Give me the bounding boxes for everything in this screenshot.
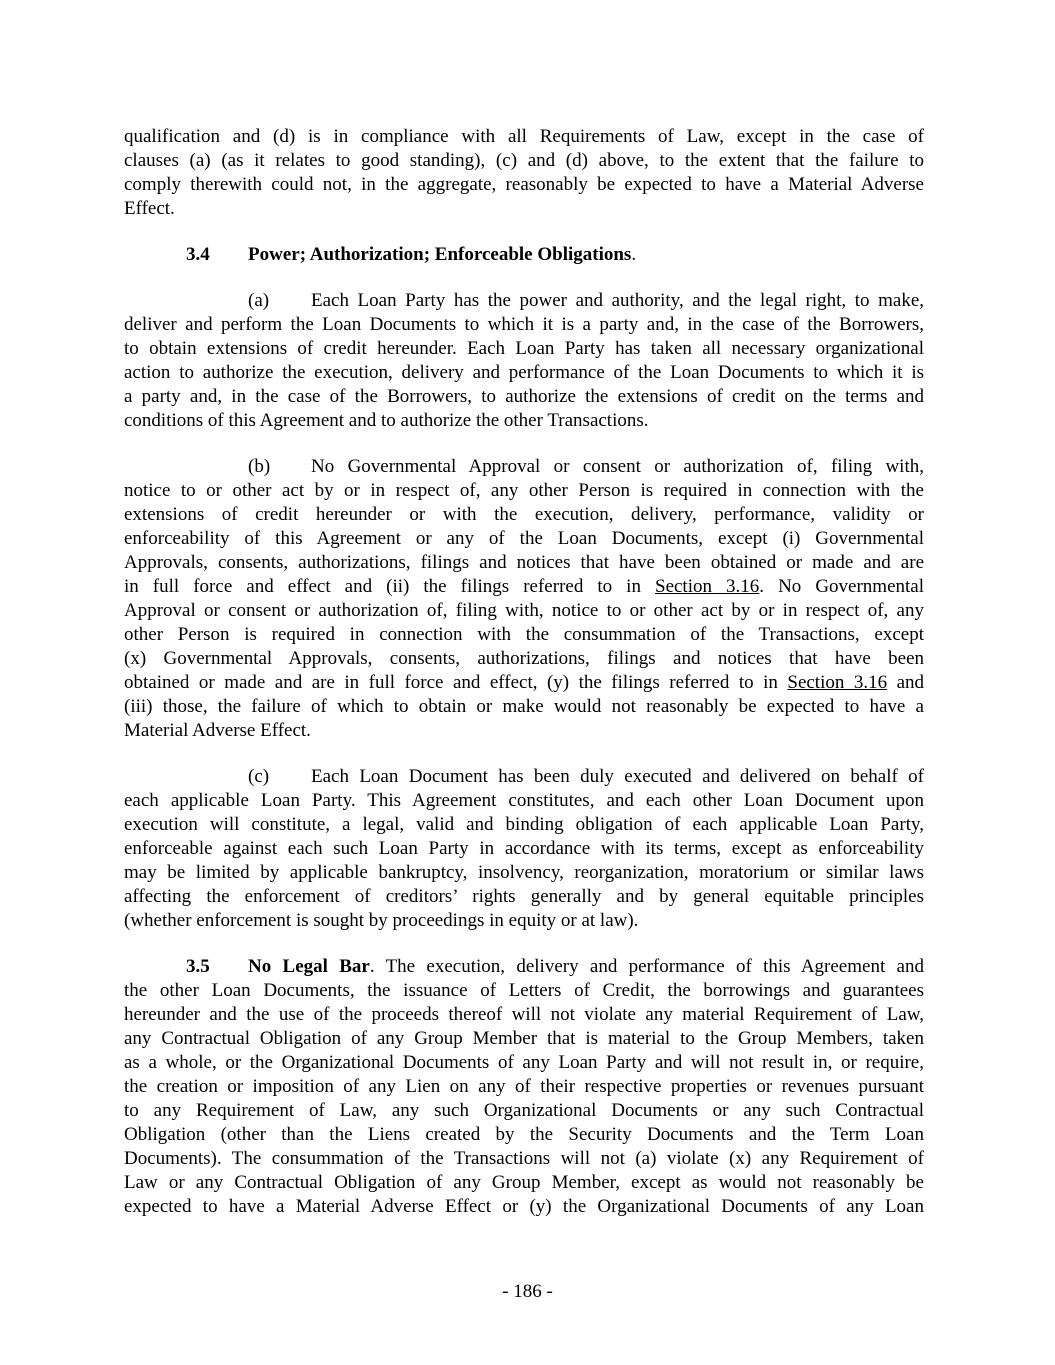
line-text: notice to or other act by or in respect of, any other Person is required in connection with the: [124, 480, 924, 501]
text-line: [124, 173, 924, 197]
text-line: [124, 289, 924, 313]
text-line: [124, 1171, 924, 1195]
line-text: qualification and (d) is in compliance with all Requirements of Law, except in the case of: [124, 126, 924, 147]
line-text: may be limited by applicable bankruptcy, insolvency, reorganization, moratorium or similar laws: [124, 862, 924, 883]
clause-label: (c): [248, 766, 270, 787]
text-line: [124, 1123, 924, 1147]
text-line: [124, 385, 924, 409]
line-text: clauses (a) (as it relates to good standing), (c) and (d) above, to the extent that the failure to: [124, 150, 924, 171]
line-text: deliver and perform the Loan Documents to which it is a party and, in the case of the Borrowers,: [124, 314, 924, 335]
section-reference: Section 3.16: [787, 672, 888, 693]
clause-label: (a): [248, 290, 270, 311]
paragraph: [124, 765, 924, 933]
line-text: hereunder and the use of the proceeds thereof will not violate any material Requirement of Law,: [124, 1004, 924, 1025]
line-text: expected to have a Material Adverse Effect or (y) the Organizational Documents of any Loan: [124, 1196, 924, 1217]
paragraph: [124, 125, 924, 221]
text-line: [124, 1003, 924, 1027]
line-text: a party and, in the case of the Borrowers, to authorize the extensions of credit on the terms and: [124, 386, 924, 407]
text-line: [124, 503, 924, 527]
line-text: extensions of credit hereunder or with the execution, delivery, performance, validity or: [124, 504, 924, 525]
line-text: Material Adverse Effect.: [124, 720, 311, 741]
text-line: [124, 599, 924, 623]
line-text: No Governmental Approval or consent or authorization of, filing with,: [311, 456, 924, 477]
clause-label: (b): [248, 456, 271, 477]
text-line: [124, 789, 924, 813]
line-text: No Legal Bar. The execution, delivery and performance of this Agreement and: [248, 956, 924, 977]
section-number: 3.4: [186, 244, 210, 265]
text-line: [124, 1027, 924, 1051]
section-heading: [124, 243, 924, 267]
text-line: [124, 337, 924, 361]
section-title-text: Power; Authorization; Enforceable Obligations: [248, 244, 632, 265]
line-text: obtained or made and are in full force and effect, (y) the filings referred to in Section 3.16 and: [124, 672, 924, 693]
line-text: in full force and effect and (ii) the filings referred to in Section 3.16. No Governmental: [124, 576, 924, 597]
text-line: [124, 909, 924, 933]
text-line: [124, 861, 924, 885]
text-line: [124, 1147, 924, 1171]
text-line: [124, 1075, 924, 1099]
paragraph: [124, 955, 924, 1219]
document-body: [124, 125, 924, 1241]
text-line: [124, 1051, 924, 1075]
text-line: [124, 719, 924, 743]
paragraph: [124, 455, 924, 743]
line-text: Approval or consent or authorization of, filing with, notice to or other act by or in respect of, any: [124, 600, 924, 621]
line-text: other Person is required in connection with the consummation of the Transactions, except: [124, 624, 924, 645]
line-text: Obligation (other than the Liens created by the Security Documents and the Term Loan: [124, 1124, 924, 1145]
text-line: [124, 361, 924, 385]
line-text: any Contractual Obligation of any Group Member that is material to the Group Members, taken: [124, 1028, 924, 1049]
page-number: - 186 -: [502, 1281, 553, 1302]
line-text: Documents). The consummation of the Transactions will not (a) violate (x) any Requirement of: [124, 1148, 924, 1169]
text-line: [124, 695, 924, 719]
line-text: Effect.: [124, 198, 175, 219]
line-text: (iii) those, the failure of which to obtain or make would not reasonably be expected to have a: [124, 696, 924, 717]
line-text: (whether enforcement is sought by proceedings in equity or at law).: [124, 910, 639, 931]
text-line: [124, 813, 924, 837]
text-line: [124, 979, 924, 1003]
indent: [124, 455, 248, 479]
line-text: affecting the enforcement of creditors’ rights generally and by general equitable principles: [124, 886, 924, 907]
text-line: [124, 575, 924, 599]
text-line: [124, 455, 924, 479]
line: [124, 243, 924, 267]
line-text: Each Loan Document has been duly executed and delivered on behalf of: [311, 766, 924, 787]
section-title: Power; Authorization; Enforceable Obligations.: [248, 244, 637, 265]
text-line: [124, 837, 924, 861]
text-line: [124, 1195, 924, 1219]
indent: [124, 765, 248, 789]
section-number: 3.5: [186, 956, 210, 977]
line-text: enforceable against each such Loan Party in accordance with its terms, except as enforceability: [124, 838, 924, 859]
indent: [124, 243, 186, 267]
text-line: [124, 647, 924, 671]
line-text: enforceability of this Agreement or any of the Loan Documents, except (i) Governmental: [124, 528, 924, 549]
text-line: [124, 885, 924, 909]
paragraph: [124, 289, 924, 433]
line-text: action to authorize the execution, delivery and performance of the Loan Documents to which it is: [124, 362, 924, 383]
text-line: [124, 955, 924, 979]
text-line: [124, 765, 924, 789]
text-line: [124, 409, 924, 433]
line-text: comply therewith could not, in the aggregate, reasonably be expected to have a Material Adverse: [124, 174, 924, 195]
line-text: Approvals, consents, authorizations, filings and notices that have been obtained or made and are: [124, 552, 924, 573]
section-title: No Legal Bar: [248, 956, 370, 977]
text-line: [124, 197, 924, 221]
line-text: conditions of this Agreement and to authorize the other Transactions.: [124, 410, 649, 431]
text-line: [124, 551, 924, 575]
line-text: Law or any Contractual Obligation of any Group Member, except as would not reasonably be: [124, 1172, 924, 1193]
line-text: the creation or imposition of any Lien on any of their respective properties or revenues pursuant: [124, 1076, 924, 1097]
text-line: [124, 479, 924, 503]
line-text: to obtain extensions of credit hereunder. Each Loan Party has taken all necessary organizational: [124, 338, 924, 359]
section-reference: Section 3.16: [655, 576, 760, 597]
line-text: each applicable Loan Party. This Agreement constitutes, and each other Loan Document upon: [124, 790, 924, 811]
text-line: [124, 623, 924, 647]
text-line: [124, 527, 924, 551]
line-text: as a whole, or the Organizational Documents of any Loan Party and will not result in, or require,: [124, 1052, 924, 1073]
line-text: execution will constitute, a legal, valid and binding obligation of each applicable Loan Party,: [124, 814, 924, 835]
line-text: to any Requirement of Law, any such Organizational Documents or any such Contractual: [124, 1100, 924, 1121]
text-line: [124, 149, 924, 173]
text-line: [124, 125, 924, 149]
indent: [124, 289, 248, 313]
text-line: [124, 1099, 924, 1123]
line-text: (x) Governmental Approvals, consents, authorizations, filings and notices that have been: [124, 648, 924, 669]
text-line: [124, 671, 924, 695]
line-text: Each Loan Party has the power and authority, and the legal right, to make,: [311, 290, 924, 311]
line-text: the other Loan Documents, the issuance of Letters of Credit, the borrowings and guarantees: [124, 980, 924, 1001]
indent: [124, 955, 186, 979]
text-line: [124, 313, 924, 337]
